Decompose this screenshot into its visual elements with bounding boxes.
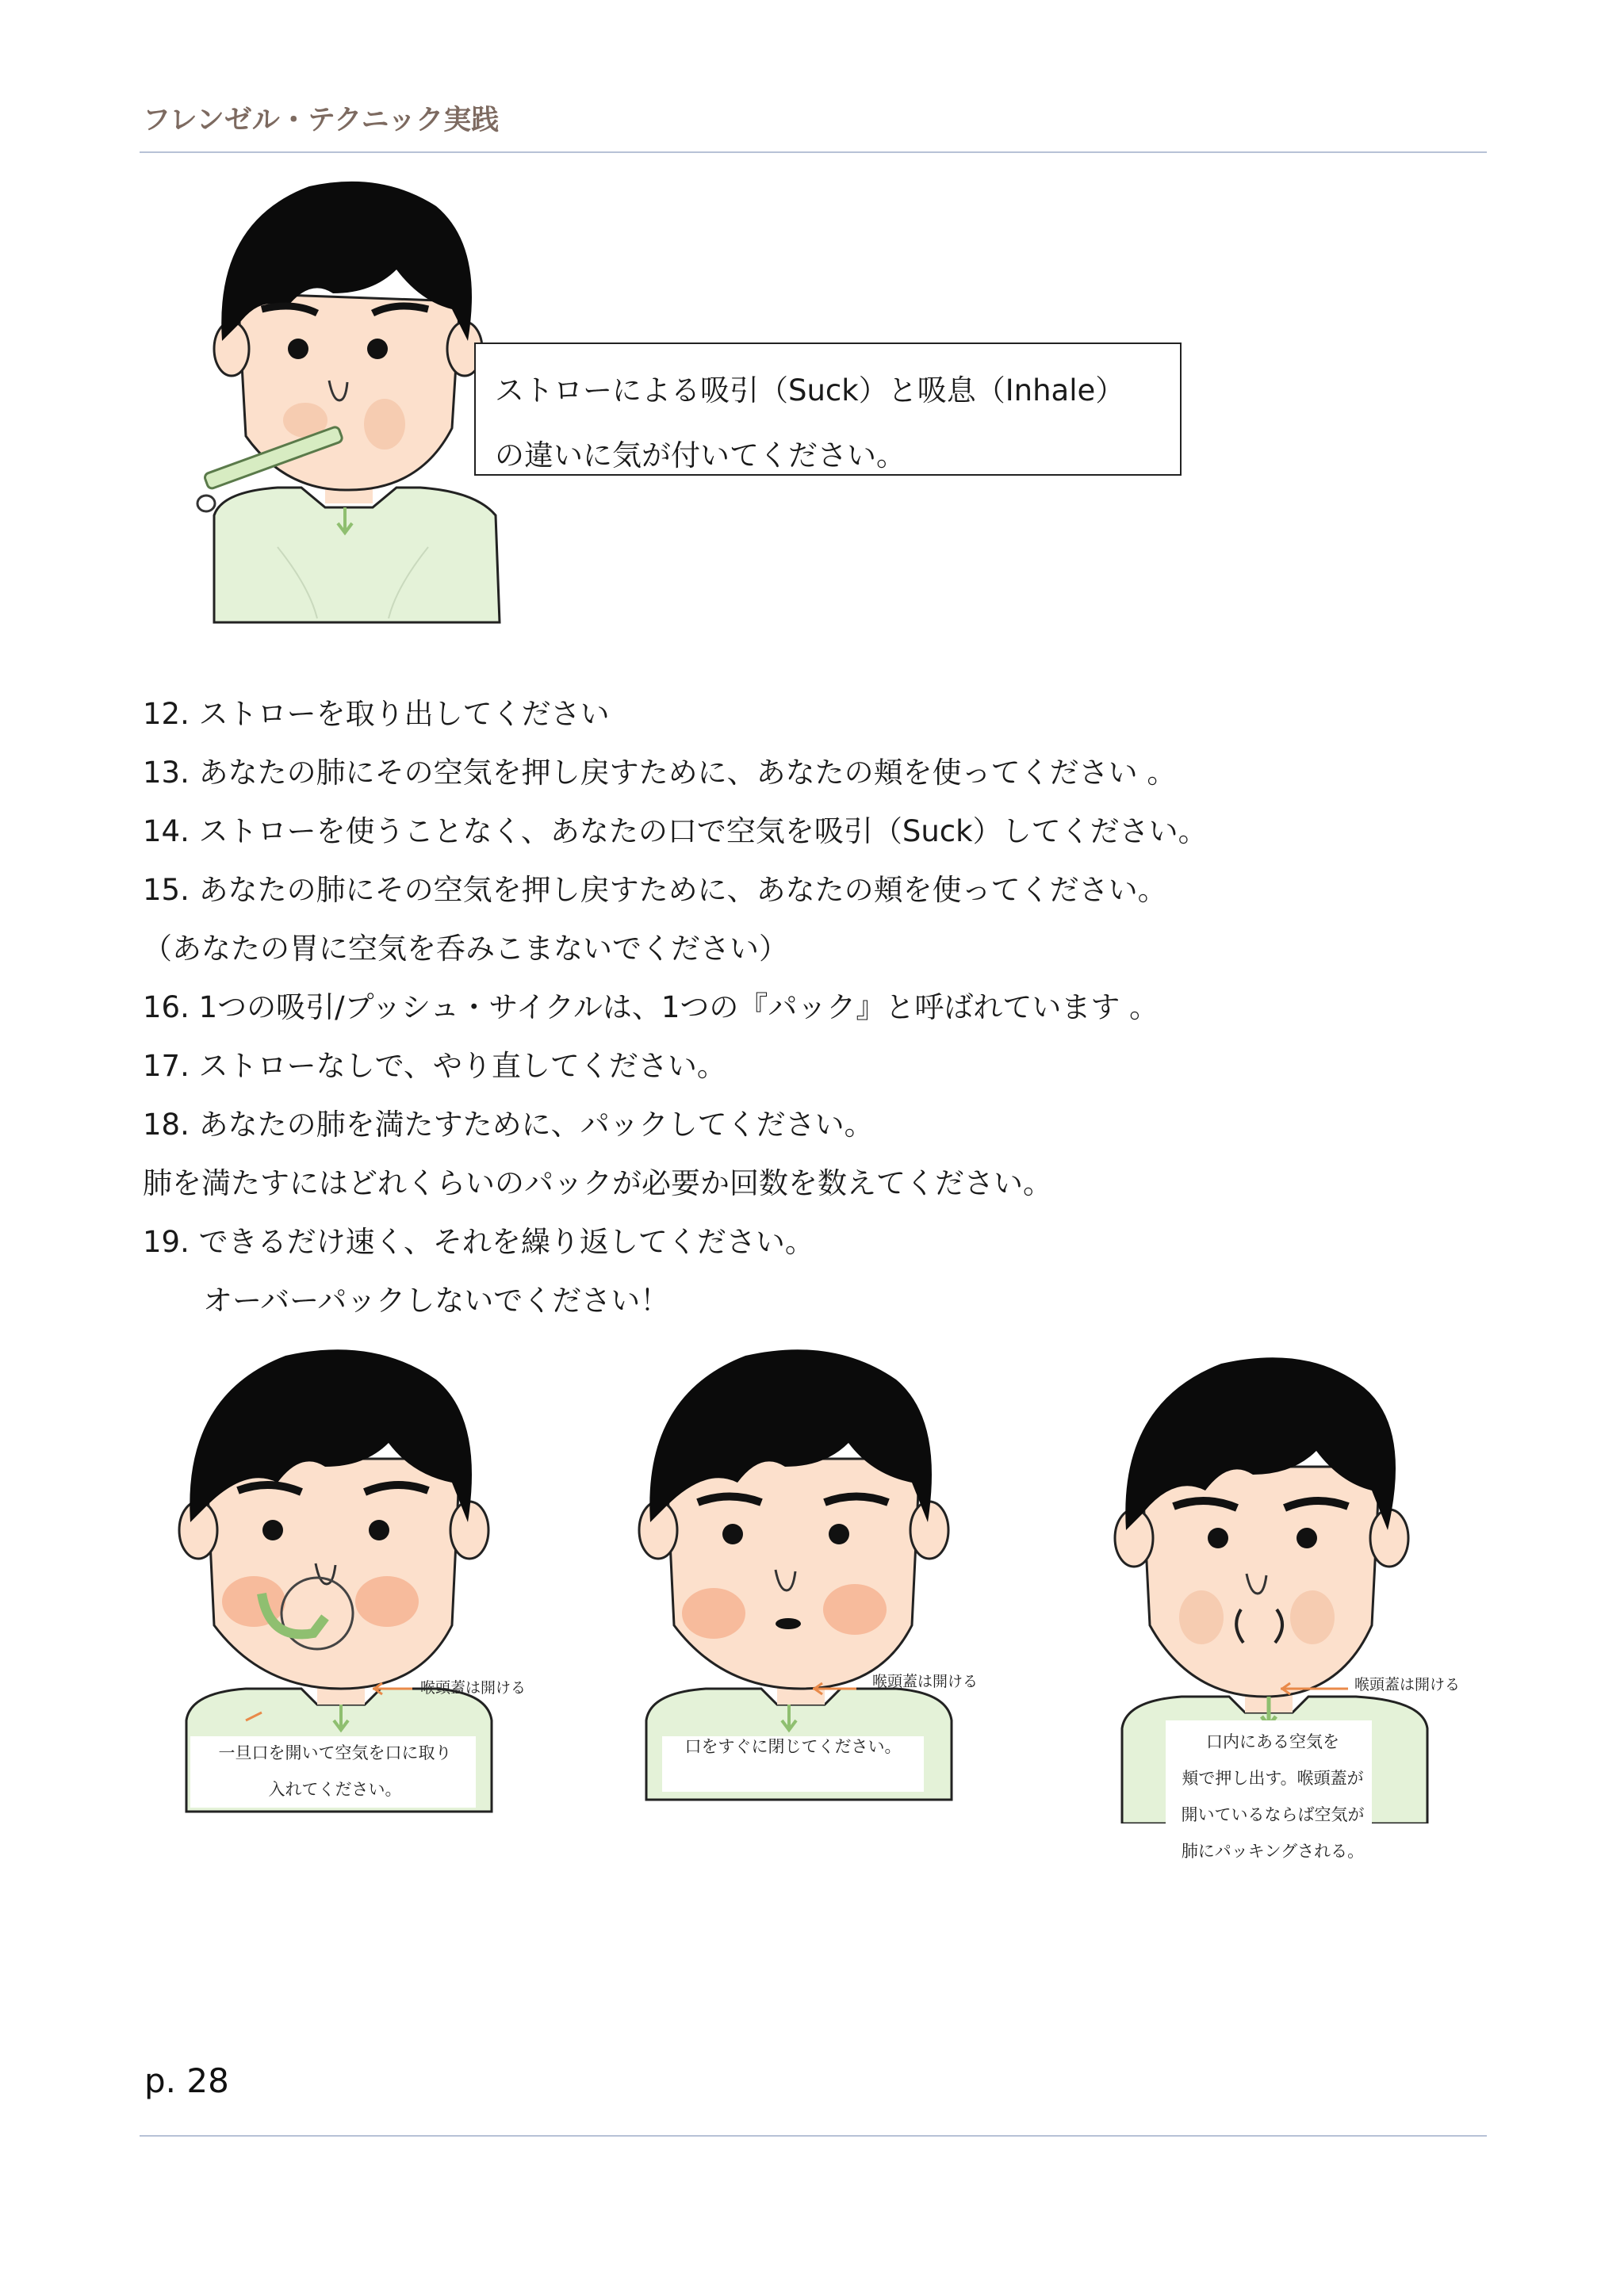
figure-2-caption: 口をすぐに閉じてください。: [684, 1737, 902, 1756]
step-16: 16. 1つの吸引/プッシュ・サイクルは、1つの『パック』と呼ばれています 。: [143, 990, 1159, 1024]
step-15: 15. あなたの肺にその空気を押し戻すために、あなたの頬を使ってください。: [143, 873, 1167, 907]
straw-figure-illustration: [190, 174, 508, 634]
figure-3-caption-line-4: 肺にパッキングされる。: [1181, 1842, 1365, 1861]
figure-1-glottis-label: 喉頭蓋は開ける: [420, 1679, 527, 1697]
step-14: 14. ストローを使うことなく、あなたの口で空気を吸引（Suck）してください。: [143, 814, 1208, 848]
figure-1-caption-line-1: 一旦口を開いて空気を口に取り: [218, 1743, 452, 1762]
header-title: フレンゼル・テクニック実践: [143, 105, 500, 136]
step-18: 18. あなたの肺を満たすために、パックしてください。: [143, 1108, 874, 1142]
figure-3-caption-line-2: 頬で押し出す。喉頭蓋が: [1182, 1769, 1364, 1788]
figure-3-caption-line-3: 開いているならば空気が: [1181, 1805, 1365, 1824]
footer-divider: [140, 2135, 1487, 2137]
step-15-note: （あなたの胃に空気を呑みこまないでください）: [143, 932, 788, 966]
figure-1-caption: [194, 1735, 476, 1808]
straw-callout-box: [474, 342, 1182, 476]
figure-3-caption: [1166, 1724, 1380, 1869]
callout-line-1: ストローによる吸引（Suck）と吸息（Inhale）: [495, 373, 1125, 408]
figure-3-glottis-label: 喉頭蓋は開ける: [1354, 1676, 1461, 1693]
figure-2-glottis-label: 喉頭蓋は開ける: [872, 1673, 979, 1690]
step-19-note: オーバーパックしないでください！: [203, 1284, 670, 1318]
callout-line-2: の違いに気が付いてください。: [495, 438, 906, 473]
header-divider: [140, 151, 1487, 153]
figure-3-caption-line-1: 口内にある空気を: [1206, 1732, 1339, 1751]
step-17: 17. ストローなしで、やり直してください。: [143, 1049, 726, 1083]
step-13: 13. あなたの肺にその空気を押し戻すために、あなたの頬を使ってください 。: [143, 756, 1177, 790]
step-12: 12. ストローを取り出してください: [143, 697, 610, 731]
step-18-note: 肺を満たすにはどれくらいのパックが必要か回数を数えてください。: [143, 1166, 1052, 1200]
page-number: p. 28: [144, 2061, 229, 2100]
step-19: 19. できるだけ速く、それを繰り返してください。: [143, 1225, 814, 1259]
figure-1-caption-line-2: 入れてください。: [268, 1780, 402, 1799]
